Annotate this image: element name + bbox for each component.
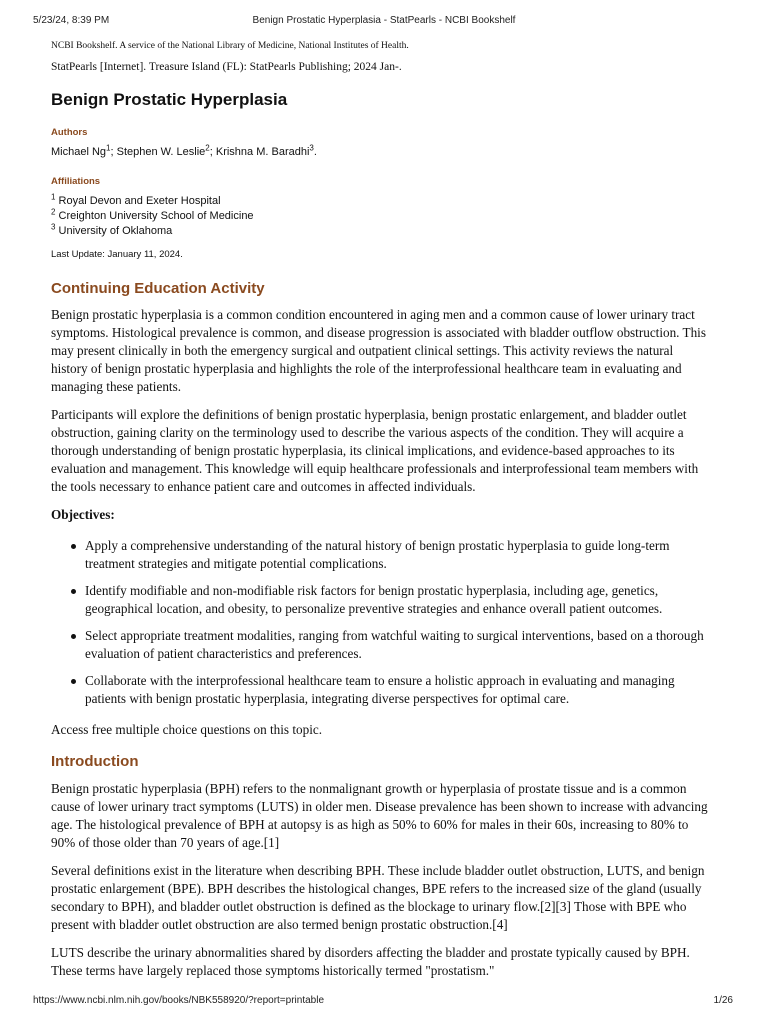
print-header bbox=[33, 15, 735, 29]
intro-paragraph-3: LUTS describe the urinary abnormalities shared by disorders affecting the bladder and prostate typically caused by BPH. These terms have largely replaced those symptoms historically termed "prostatism." bbox=[51, 945, 690, 978]
cea-paragraph-2: Participants will explore the definitions of benign prostatic hyperplasia, benign prostatic enlargement, and bladder outlet obstruction, gaining clarity on the terminology used to describe the various aspects of the condition. They will acquire a thorough understanding of benign prostatic hyperplasia, its clinical implications, and evidence-based approaches to its evaluation and management. This knowledge will equip healthcare professionals and interprofessional team members with the tools necessary to enhance patient care and outcomes in affected individuals. bbox=[51, 407, 699, 494]
author-affiliation-ref[interactable]: 1 bbox=[106, 143, 111, 153]
author-link[interactable]: Michael Ng bbox=[51, 146, 107, 158]
author-link[interactable]: Krishna M. Baradhi bbox=[215, 146, 310, 158]
author-link[interactable]: Stephen W. Leslie bbox=[116, 146, 206, 158]
bullet-icon bbox=[71, 544, 76, 549]
intro-paragraph-1: Benign prostatic hyperplasia (BPH) refers to the nonmalignant growth or hyperplasia of prostate tissue and is a common cause of lower urinary tract symptoms (LUTS) in older men. Disease prevalence has been shown to increase with advancing age. The histological prevalence of BPH at autopsy is as high as 50% to 60% for males in their 60s, increasing to 80% to 90% of those older than 70 years of age.[1] bbox=[51, 781, 708, 850]
section-heading-introduction: Introduction bbox=[51, 753, 139, 770]
cea-paragraph-1: Benign prostatic hyperplasia is a common condition encountered in aging men and a common cause of lower urinary tract symptoms. Histological prevalence is common, and disease progression is associated with bladder outflow obstruction. This may present clinically in both the emergency surgical and outpatient clinical settings. This activity reviews the natural history of benign prostatic hyperplasia and highlights the role of the interprofessional healthcare team in evaluating and managing these patients. bbox=[51, 307, 706, 394]
affiliations-heading: Affiliations bbox=[51, 176, 101, 187]
objectives-label: Objectives: bbox=[51, 507, 115, 522]
bullet-icon bbox=[71, 634, 76, 639]
bullet-icon bbox=[71, 589, 76, 594]
print-page-title: Benign Prostatic Hyperplasia - StatPearls - NCBI Bookshelf bbox=[252, 15, 516, 26]
citation: StatPearls [Internet]. Treasure Island (FL): StatPearls Publishing; 2024 Jan-. bbox=[51, 61, 402, 73]
last-update: Last Update: January 11, 2024. bbox=[51, 249, 183, 260]
affiliation-item: $^3$ University of Oklahoma bbox=[51, 222, 173, 237]
objective-item: Select appropriate treatment modalities, ranging from watchful waiting to surgical interventions, based on a thorough evaluation of patient characteristics and preferences. bbox=[85, 627, 713, 663]
objective-item: Collaborate with the interprofessional healthcare team to ensure a holistic approach in evaluating and managing patients with benign prostatic hyperplasia, integrating diverse perspectives for optimal care. bbox=[85, 672, 713, 708]
bullet-icon bbox=[71, 679, 76, 684]
authors-heading: Authors bbox=[51, 127, 88, 138]
objective-item: Apply a comprehensive understanding of the natural history of benign prostatic hyperplasia to guide long-term treatment strategies and mitigate potential complications. bbox=[85, 537, 713, 573]
author-affiliation-ref[interactable]: 3 bbox=[309, 143, 314, 153]
authors-list: Michael Ng$^1$; Stephen W. Leslie$^2$; Krishna M. Baradhi$^3$. bbox=[51, 143, 317, 158]
access-questions-link[interactable]: Access free multiple choice questions on this topic. bbox=[51, 722, 323, 737]
page-number: 1/26 bbox=[713, 995, 733, 1006]
page-title: Benign Prostatic Hyperplasia bbox=[51, 90, 288, 109]
author-affiliation-ref[interactable]: 2 bbox=[205, 143, 210, 153]
print-date: 5/23/24, 8:39 PM bbox=[33, 15, 110, 26]
print-url: https://www.ncbi.nlm.nih.gov/books/NBK558920/?report=printable bbox=[33, 995, 325, 1006]
objective-item: Identify modifiable and non-modifiable risk factors for benign prostatic hyperplasia, including age, genetics, geographical location, and obesity, to personalize preventive strategies and enhance overall patient outcomes. bbox=[85, 582, 713, 618]
ncbi-notice: NCBI Bookshelf. A service of the National Library of Medicine, National Institutes of Health. bbox=[51, 41, 409, 51]
intro-paragraph-2: Several definitions exist in the literature when describing BPH. These include bladder outlet obstruction, LUTS, and benign prostatic enlargement (BPE). BPH describes the histological changes, BPE refers to the increased size of the gland (usually secondary to BPH), and bladder outlet obstruction is defined as the blockage to urinary flow.[2][3] Those with BPE who present with bladder outlet obstruction are also termed benign prostatic obstruction.[4] bbox=[51, 863, 705, 932]
print-footer bbox=[33, 995, 735, 1009]
affiliations-list bbox=[51, 194, 254, 239]
affiliation-item: $^2$ Creighton University School of Medicine bbox=[51, 207, 254, 222]
affiliation-item: $^1$ Royal Devon and Exeter Hospital bbox=[51, 192, 221, 207]
section-heading-cea: Continuing Education Activity bbox=[51, 280, 265, 297]
